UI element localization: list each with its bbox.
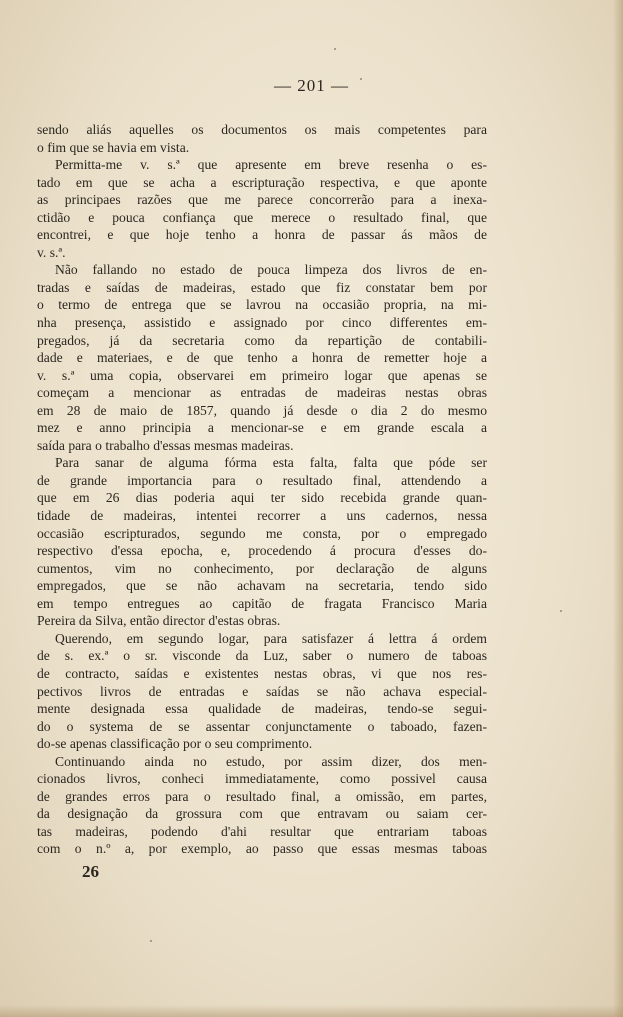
text-line: mez e anno principia a mencionar-se e em grande escala a [37,420,487,436]
text-line: v. s.ª uma copia, observarei em primeiro logar que apenas se [37,367,487,383]
text-line: empregados, que se não achavam na secretaria, tendo sido [37,578,487,594]
text-line: do o systema de se assentar conjunctamente o taboado, fazen- [37,718,487,734]
text-line: de s. ex.ª o sr. visconde da Luz, saber o numero de taboas [37,648,487,664]
text-line: sendo aliás aquelles os documentos os mais competentes para [37,122,487,137]
text-line: em 28 de maio de 1857, quando já desde o dia 2 do mesmo [37,402,487,418]
text-line: pectivos livros de entradas e saídas se não achava especial- [37,683,487,699]
text-line: Pereira da Silva, então director d'estas obras. [37,613,281,629]
text-line: as principaes razões que me parece concorrerão para a inexa- [37,192,487,208]
paper-speck [360,78,362,80]
text-line: dade e materiaes, e de que tenho a honra de remetter hoje a [37,350,487,366]
text-line: cionados livros, conheci immediatamente, como possivel causa [37,771,487,787]
text-line: cumentos, vim no conhecimento, por declaração de alguns [37,560,487,576]
text-line: tidade de madeiras, intentei recorrer a uns cadernos, nessa [37,508,487,524]
page-edge-shadow [613,0,623,1017]
text-line: Querendo, em segundo logar, para satisfazer á lettra á ordem [55,630,487,646]
text-line: o termo de entrega que se lavrou na occasião propria, na mi- [37,297,487,313]
text-line: ctidão e pouca confiança que merece o resultado final, que [37,209,487,225]
text-line: com o n.º a, por exemplo, ao passo que essas mesmas taboas [37,841,487,857]
text-line: respectivo d'essa epocha, e, procedendo á procura d'esses do- [37,543,487,559]
paper-speck [334,48,336,50]
body-text [37,121,487,858]
text-line: Não fallando no estado de pouca limpeza dos livros de en- [55,262,487,278]
text-line: v. s.ª. [37,244,66,260]
text-line: tas madeiras, podendo d'ahi resultar que entrariam taboas [37,823,487,839]
text-line: mente designada essa qualidade de madeiras, tendo-se segui- [37,701,487,717]
text-line: da designação da grossura com que entravam ou saiam cer- [37,806,487,822]
text-line: de grandes erros para o resultado final, a omissão, em partes, [37,788,487,804]
text-line: começam a mencionar as entradas de madeiras nestas obras [37,385,487,401]
page-bottom-shadow [0,1005,623,1017]
text-line: Continuando ainda no estudo, por assim dizer, dos men- [55,753,487,769]
text-line: tradas e saídas de madeiras, estado que fiz constatar bem por [37,279,487,295]
text-line: de contracto, saídas e existentes nestas obras, vi que nos res- [37,665,487,681]
text-line: tado em que se acha a escripturação respectiva, e que aponte [37,174,487,190]
signature-mark: 26 [82,862,99,881]
text-line: do-se apenas classificação por o seu comprimento. [37,736,313,752]
text-line: o fim que se havia em vista. [37,139,190,155]
text-line: Para sanar de alguma fórma esta falta, falta que póde ser [55,455,487,471]
page-number-header: — 201 — [274,76,349,95]
text-line: de grande importancia para o resultado final, attendendo a [37,472,487,488]
text-line: saída para o trabalho d'essas mesmas madeiras. [37,437,294,453]
text-line: que em 26 dias poderia aqui ter sido recebida grande quan- [37,490,487,506]
text-line: em tempo entregues ao capitão de fragata Francisco Maria [37,595,487,611]
text-line: pregados, já da secretaria como da repartição de contabili- [37,332,487,348]
paper-speck [150,940,152,942]
paper-speck [560,610,562,612]
text-line: nha presença, assistido e assignado por cinco differentes em- [37,315,487,331]
text-line: encontrei, e que hoje tenho a honra de passar ás mãos de [37,227,487,243]
text-line: occasião escripturados, segundo me consta, por o empregado [37,525,487,541]
text-line: Permitta-me v. s.ª que apresente em breve resenha o es- [55,157,487,173]
